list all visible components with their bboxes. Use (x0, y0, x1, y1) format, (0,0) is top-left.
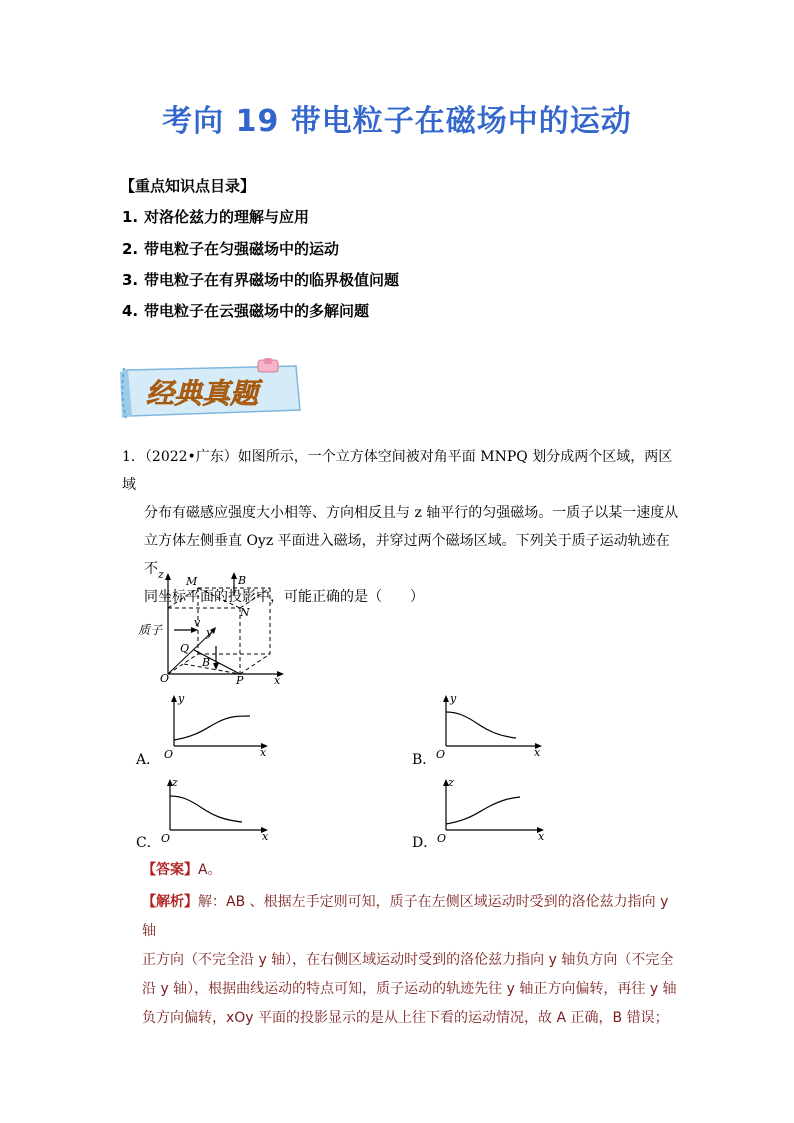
answer (142, 859, 682, 879)
question-line: 同坐标平面的投影中，可能正确的是（ ） (144, 589, 424, 605)
question-line: （2022•广东）如图所示，一个立方体空间被对角平面 MNPQ 划分成两个区域，两区域 (122, 449, 673, 493)
answer-tag: 【答案】 (142, 862, 198, 878)
label-N: N (240, 606, 250, 619)
toc-item-text: 对洛伦兹力的理解与应用 (144, 208, 310, 226)
option-a-axis-y: y (178, 692, 185, 705)
question-number: 1． (122, 449, 145, 465)
label-proton: 质子 (138, 623, 163, 637)
option-d-graph[interactable] (434, 774, 549, 844)
option-a-origin: O (164, 748, 174, 760)
option-b-axis-x: x (534, 746, 541, 759)
option-d-axis-y: z (448, 776, 454, 789)
option-d-label[interactable]: D． (412, 835, 438, 851)
toc-item (122, 269, 399, 290)
label-B-bottom: B (202, 656, 211, 669)
section-banner (118, 358, 308, 424)
option-c-axis-y: z (172, 776, 178, 789)
question-line: 分布有磁感应强度大小相等、方向相反且与 z 轴平行的匀强磁场。一质子以某一速度从 (144, 505, 679, 521)
label-B-top: B (238, 574, 247, 587)
label-v: v (194, 616, 201, 629)
option-c-graph[interactable] (158, 774, 273, 844)
label-x: x (274, 674, 281, 686)
toc-item-number: 2. (122, 240, 139, 258)
toc-item-number: 3. (122, 271, 139, 289)
option-b-axis-y: y (450, 692, 457, 705)
label-y: y (206, 626, 213, 639)
question-line: 立方体左侧垂直 Oyz 平面进入磁场，并穿过两个磁场区域。下列关于质子运动轨迹在不 (144, 533, 670, 577)
option-c-origin: O (161, 832, 171, 844)
explanation-line: 负方向偏转，xOy 平面的投影显示的是从上往下看的运动情况，故 A 正确，B 错误； (142, 1010, 669, 1026)
option-c-label[interactable]: C． (136, 835, 161, 851)
cube-figure (134, 568, 294, 686)
option-a-graph[interactable] (158, 690, 273, 760)
explanation (142, 888, 682, 1033)
toc-item-text: 带电粒子在匀强磁场中的运动 (144, 240, 340, 258)
option-b-graph[interactable] (432, 690, 547, 760)
toc-item-number: 4. (122, 302, 139, 320)
toc-heading: 【重点知识点目录】 (120, 177, 256, 195)
option-b-label[interactable]: B． (412, 752, 437, 768)
option-b-origin: O (436, 748, 446, 760)
option-d-axis-x: x (538, 830, 545, 843)
toc-item (122, 206, 309, 227)
explanation-line: 正方向（不完全沿 y 轴），在右侧区域运动时受到的洛伦兹力指向 y 轴负方向（不完全 (142, 952, 674, 968)
page-title: 考向 19 带电粒子在磁场中的运动 (162, 104, 632, 139)
label-z: z (158, 568, 164, 581)
option-c-axis-x: x (262, 830, 269, 843)
toc-item-text: 带电粒子在云强磁场中的多解问题 (144, 302, 370, 320)
toc-item-text: 带电粒子在有界磁场中的临界极值问题 (144, 271, 400, 289)
explanation-tag: 【解析】 (142, 894, 198, 910)
explanation-line: 沿 y 轴），根据曲线运动的特点可知，质子运动的轨迹先往 y 轴正方向偏转，再往 y 轴 (142, 981, 677, 997)
option-a-label[interactable]: A． (136, 752, 161, 768)
option-d-origin: O (437, 832, 447, 844)
explanation-line: 解：AB 、根据左手定则可知，质子在左侧区域运动时受到的洛伦兹力指向 y 轴 (142, 894, 669, 939)
toc-item-number: 1. (122, 208, 139, 226)
label-M: M (186, 575, 198, 588)
toc-item (122, 238, 339, 259)
banner-text: 经典真题 (146, 377, 259, 410)
toc-item (122, 300, 369, 321)
label-Q: Q (180, 642, 190, 655)
label-P: P (236, 674, 244, 686)
answer-text: A。 (198, 862, 222, 878)
label-O: O (160, 672, 170, 685)
option-a-axis-x: x (260, 746, 267, 759)
